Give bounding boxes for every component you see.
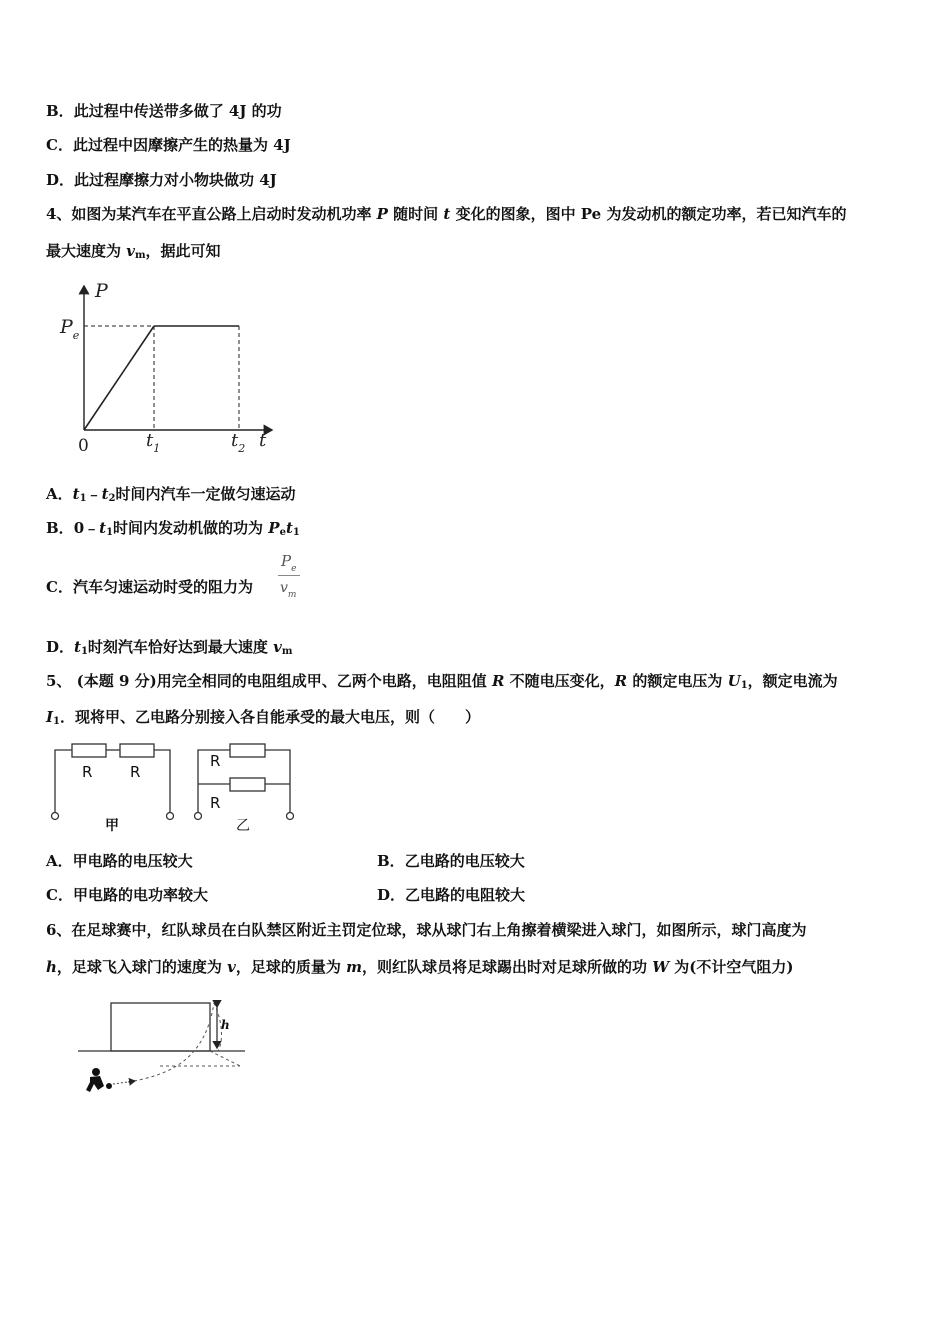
q4-option-c: C．汽车匀速运动时受的阻力为 [46, 578, 253, 596]
q4-option-d: D．$t_1$时刻汽车恰好达到最大速度 $v_m$ [46, 638, 293, 657]
q3-option-d: D．此过程摩擦力对小物块做功 4J [46, 171, 277, 189]
kick-arrow [113, 1081, 135, 1084]
jia-label: 甲 [105, 818, 119, 834]
ball-trajectory [128, 1003, 214, 1082]
t2-label: $t_2$ [231, 430, 246, 455]
q5-stem-line1: 5、 (本题 9 分)用完全相同的电阻组成甲、乙两个电路，电阻阻值 R 不随电压变化，R 的额定电压为 $U_1$，额定电流为 [46, 672, 838, 691]
yi-r2-label: R [210, 794, 221, 812]
q5-option-d: D．乙电路的电阻较大 [377, 886, 526, 904]
q4-stem-line1: 4、如图为某汽车在平直公路上启动时发动机功率 P 随时间 t 变化的图象，图中 Pe 为发动机的额定功率，若已知汽车的 [46, 205, 847, 223]
power-ramp-line [84, 326, 154, 430]
circuit-jia [52, 744, 174, 820]
jia-r1-label: R [82, 763, 93, 781]
yi-r1-label: R [210, 752, 221, 770]
goal-depth-line-2 [210, 1051, 240, 1066]
q5-stem-line2: $I_1$．现将甲、乙电路分别接入各自能承受的最大电压，则（ ） [46, 708, 481, 727]
height-label: h [221, 1018, 230, 1032]
q4-option-b: B．$0﹣t_1$时间内发动机做的功为 $P_et_1$ [46, 519, 300, 538]
q3-option-b: B．此过程中传送带多做了 4J 的功 [46, 102, 282, 120]
q5-option-a: A．甲电路的电压较大 [46, 852, 193, 870]
q5-option-c: C．甲电路的电功率较大 [46, 886, 208, 904]
q4-option-a: A．$t_1﹣t_2$时间内汽车一定做匀速运动 [46, 485, 296, 504]
yi-label: 乙 [236, 818, 250, 834]
pe-label: $P_e$ [60, 316, 80, 342]
fraction-numerator: $P_e$ [281, 552, 297, 574]
goal-frame [111, 1003, 210, 1051]
y-axis-label: P [95, 280, 108, 302]
q5-option-b: B．乙电路的电压较大 [377, 852, 525, 870]
jia-r2-label: R [130, 763, 141, 781]
fraction-bar [278, 575, 300, 576]
q6-stem-line2: h，足球飞入球门的速度为 v，足球的质量为 m，则红队球员将足球踢出时对足球所做的功 W 为(不计空气阻力) [46, 958, 794, 976]
q3-option-c: C．此过程中因摩擦产生的热量为 4J [46, 136, 291, 154]
t1-label: $t_1$ [146, 430, 161, 455]
q6-stem-line1: 6、在足球赛中，红队球员在白队禁区附近主罚定位球，球从球门右上角擦着横梁进入球门，如图所示，球门高度为 [46, 921, 807, 939]
fraction-denominator: $v_m$ [280, 580, 297, 600]
x-axis-label: t [259, 430, 267, 451]
origin-label: 0 [78, 436, 89, 456]
q4-stem-line2: 最大速度为 $v_m$，据此可知 [46, 242, 221, 261]
kicker-icon [86, 1068, 112, 1092]
